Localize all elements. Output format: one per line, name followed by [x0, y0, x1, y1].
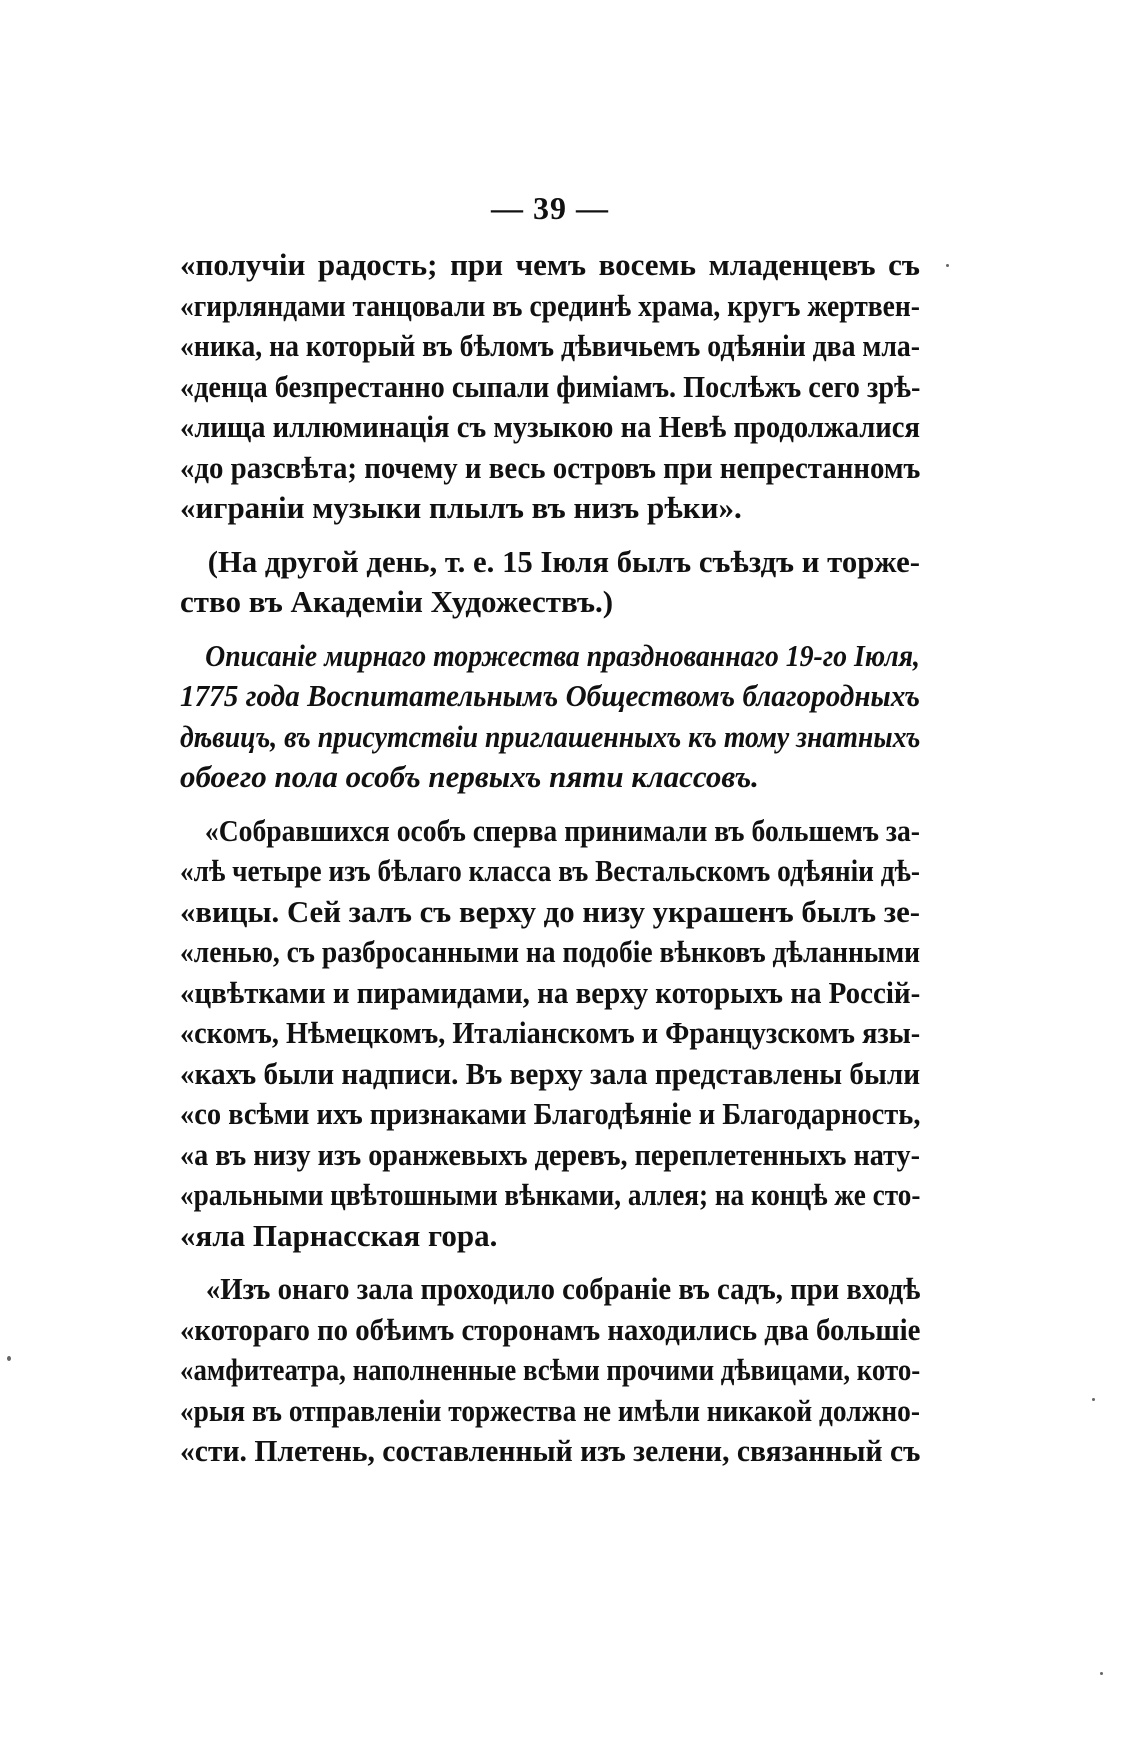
text-line: «гирляндами танцовали въ срединѣ храма, кругъ жертвен- [180, 287, 920, 323]
text-line: (На другой день, т. е. 15 Іюля былъ съѣздъ и торже- [207, 543, 920, 579]
text-paragraph [180, 542, 920, 623]
paragraph-gap [180, 529, 920, 542]
page-number: — 39 — [491, 190, 609, 226]
italic-heading-paragraph [180, 636, 920, 798]
text-line: «вицы. Сей залъ съ верху до низу украшенъ былъ зе- [180, 893, 921, 929]
text-line: ство въ Академіи Художествъ.) [180, 584, 614, 619]
text-line: «со всѣми ихъ признаками Благодѣяніе и Благодарность, [180, 1096, 921, 1131]
text-line: «кахъ были надписи. Въ верху зала представлены были [180, 1055, 921, 1091]
text-body [180, 245, 920, 1472]
paragraph-gap [180, 798, 920, 811]
text-line: «яла Парнасская гора. [180, 1217, 498, 1253]
text-line: «амфитеатра, наполненные всѣми прочими дѣвицами, кото- [180, 1352, 921, 1387]
text-line: «ленью, съ разбросанными на подобіе вѣнковъ дѣланными [180, 934, 921, 969]
paragraph-gap [180, 623, 920, 636]
paragraph-gap [180, 1256, 920, 1269]
text-line: «Собравшихся особъ сперва принимали въ большемъ за- [204, 812, 920, 848]
text-line: обоего пола особъ первыхъ пяти классовъ. [180, 759, 759, 794]
text-line: «сти. Плетень, составленный изъ зелени, связанный съ [180, 1433, 921, 1468]
text-line: дѣвицъ, въ присутствіи приглашенныхъ къ тому знатныхъ [180, 718, 921, 754]
text-line: «скомъ, Нѣмецкомъ, Италіанскомъ и Французскомъ язы- [180, 1015, 921, 1050]
page-body [180, 190, 920, 1472]
text-line: «играніи музыки плылъ въ низъ рѣки». [180, 490, 742, 525]
text-line: «рыя въ отправленіи торжества не имѣли никакой должно- [180, 1392, 920, 1428]
text-line: «Изъ онаго зала проходило собраніе въ садъ, при входѣ [205, 1271, 921, 1306]
text-paragraph [180, 811, 920, 1257]
text-line: «ральными цвѣтошными вѣнками, аллея; на концѣ же сто- [180, 1177, 921, 1212]
text-line: «получіи радость; при чемъ восемь младенцевъ съ [180, 247, 920, 282]
speck-mark [1100, 1672, 1103, 1675]
text-line: «а въ низу изъ оранжевыхъ деревъ, переплетенныхъ нату- [180, 1136, 920, 1172]
text-line: «цвѣтками и пирамидами, на верху которыхъ на Россій- [180, 974, 921, 1010]
text-line: «до разсвѣта; почему и весь островъ при непрестанномъ [180, 449, 921, 485]
text-line: «котораго по обѣимъ сторонамъ находились два большіе [180, 1311, 921, 1347]
text-line: «лища иллюминація съ музыкою на Невѣ продолжалися [180, 409, 920, 444]
speck-mark [1092, 1398, 1095, 1401]
text-line: «ника, на который въ бѣломъ дѣвичьемъ одѣяніи два мла- [180, 328, 920, 363]
text-line: Описаніе мирнаго торжества празднованнаго 19-го Іюля, [205, 637, 921, 673]
text-paragraph [180, 245, 920, 529]
speck-mark [946, 264, 949, 267]
text-line: 1775 года Воспитательнымъ Обществомъ благородныхъ [180, 678, 920, 713]
text-line: «лѣ четыре изъ бѣлаго класса въ Вестальскомъ одѣяніи дѣ- [180, 853, 920, 888]
text-paragraph [180, 1269, 920, 1472]
text-line: «денца безпрестанно сыпали фиміамъ. Послѣжъ сего зрѣ- [180, 368, 921, 404]
speck-mark [7, 1356, 11, 1361]
